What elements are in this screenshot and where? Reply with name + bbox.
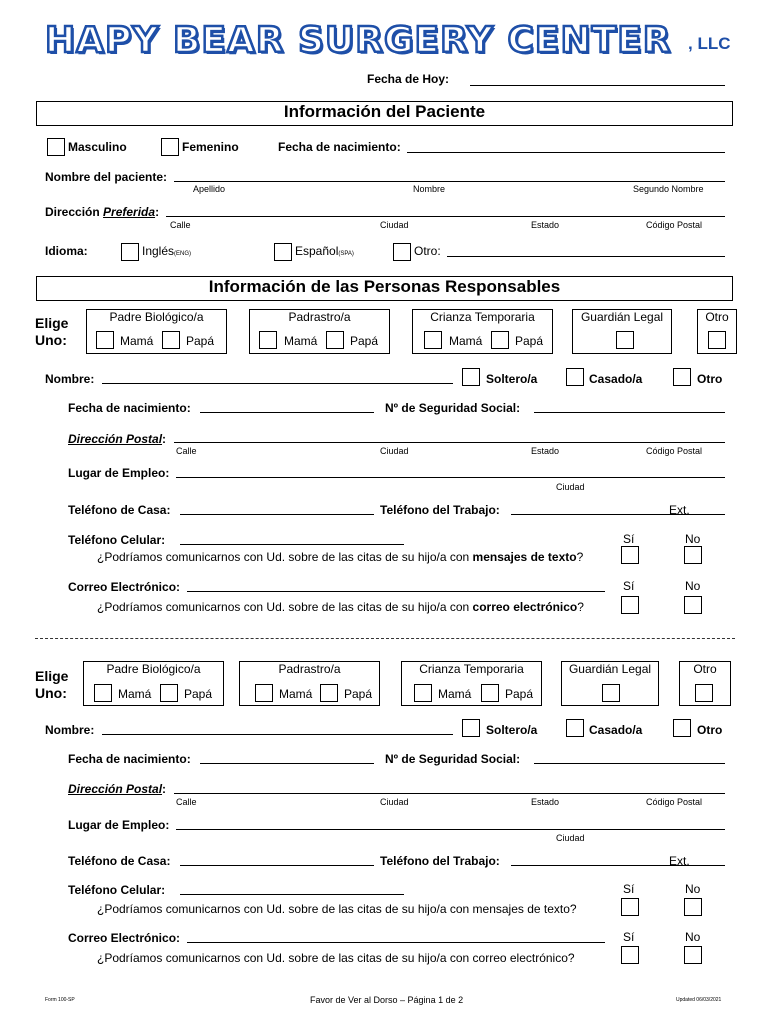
single-label: Soltero/a [486, 372, 538, 386]
text-question: ¿Podríamos comunicarnos con Ud. sobre de las citas de su hijo/a con mensajes de texto? [97, 550, 584, 564]
step-dad-label-2: Papá [344, 687, 373, 701]
role-foster-2: Crianza Temporaria [419, 662, 524, 676]
email-input-2[interactable] [187, 942, 605, 943]
sub-street: Calle [170, 220, 191, 230]
yes-label: Sí [623, 532, 635, 546]
ssn-label-2: Nº de Seguridad Social: [385, 752, 521, 766]
home-phone-label: Teléfono de Casa: [68, 503, 171, 517]
email-no-checkbox-2[interactable] [684, 946, 702, 964]
foster-mom-checkbox-2[interactable] [414, 684, 432, 702]
email-question: ¿Podríamos comunicarnos con Ud. sobre de las citas de su hijo/a con correo electrónico? [97, 600, 584, 614]
resp-dob-label-2: Fecha de nacimiento: [68, 752, 191, 766]
bio-dad-label-2: Papá [184, 687, 213, 701]
sub-street: Calle [176, 446, 197, 456]
email-yes-checkbox-2[interactable] [621, 946, 639, 964]
foster-dad-label-2: Papá [505, 687, 534, 701]
role-guardian-2: Guardián Legal [568, 662, 652, 676]
marital-other-label: Otro [697, 372, 723, 386]
foster-mom-label: Mamá [449, 334, 483, 348]
step-mom-checkbox[interactable] [259, 331, 277, 349]
sub-zip-2: Código Postal [646, 797, 703, 807]
step-mom-checkbox-2[interactable] [255, 684, 273, 702]
married-checkbox[interactable] [566, 368, 584, 386]
bio-dad-label: Papá [186, 334, 215, 348]
bio-mom-label: Mamá [120, 334, 154, 348]
home-phone-input-2[interactable] [180, 865, 374, 866]
yes-label-2: Sí [623, 882, 635, 896]
cell-phone-label: Teléfono Celular: [68, 533, 166, 547]
step-mom-label-2: Mamá [279, 687, 313, 701]
date-label: Fecha de Hoy: [367, 72, 450, 86]
male-checkbox[interactable] [47, 138, 65, 156]
female-label: Femenino [182, 140, 239, 154]
role-guardian: Guardián Legal [580, 310, 664, 324]
role-step-parent: Padrastro/a [288, 310, 351, 324]
mail-address-input-2[interactable] [174, 793, 725, 794]
foster-dad-checkbox-2[interactable] [481, 684, 499, 702]
patient-name-label: Nombre del paciente: [45, 170, 168, 184]
employer-label: Lugar de Empleo: [68, 466, 170, 480]
guardian-checkbox[interactable] [616, 331, 634, 349]
bio-dad-checkbox-2[interactable] [160, 684, 178, 702]
mail-address-label: Dirección Postal: [68, 432, 167, 446]
resp-name-label: Nombre: [45, 372, 95, 386]
sub-state-2: Estado [531, 797, 560, 807]
cell-phone-label-2: Teléfono Celular: [68, 883, 166, 897]
sub-zip: Código Postal [646, 220, 703, 230]
married-label: Casado/a [589, 372, 643, 386]
text-yes-checkbox[interactable] [621, 546, 639, 564]
form-id: Form 100-SP [45, 997, 75, 1003]
sub-city: Ciudad [380, 220, 409, 230]
bio-mom-label-2: Mamá [118, 687, 152, 701]
sub-lastname: Apellido [193, 184, 226, 194]
foster-dad-checkbox[interactable] [491, 331, 509, 349]
email-label: Correo Electrónico: [68, 580, 181, 594]
resp-dob-input[interactable] [200, 412, 374, 413]
text-no-checkbox-2[interactable] [684, 898, 702, 916]
email-no-label-2: No [685, 930, 701, 944]
choose-one-label-2: Elige Uno: [35, 668, 69, 701]
email-yes-label: Sí [623, 579, 635, 593]
email-input[interactable] [187, 591, 605, 592]
logo-suffix: , LLC [688, 34, 731, 53]
resp-dob-label: Fecha de nacimiento: [68, 401, 191, 415]
marital-other-label-2: Otro [697, 723, 723, 737]
work-phone-input-2[interactable] [511, 865, 725, 866]
sub-state: Estado [531, 220, 560, 230]
text-yes-checkbox-2[interactable] [621, 898, 639, 916]
no-label: No [685, 532, 701, 546]
role-other-2: Otro [693, 662, 717, 676]
ssn-label: Nº de Seguridad Social: [385, 401, 521, 415]
responsible-section-header [36, 276, 733, 301]
sub-employer-city: Ciudad [556, 482, 585, 492]
single-label-2: Soltero/a [486, 723, 538, 737]
work-phone-label-2: Teléfono del Trabajo: [380, 854, 500, 868]
role-foster: Crianza Temporaria [430, 310, 535, 324]
sub-city-2: Ciudad [380, 797, 409, 807]
foster-mom-checkbox[interactable] [424, 331, 442, 349]
mail-address-label-2: Dirección Postal: [68, 782, 167, 796]
work-phone-label: Teléfono del Trabajo: [380, 503, 500, 517]
step-dad-checkbox[interactable] [326, 331, 344, 349]
ext-label-2: Ext. [669, 854, 690, 868]
ssn-input-2[interactable] [534, 763, 725, 764]
bio-dad-checkbox[interactable] [162, 331, 180, 349]
cut-line [35, 638, 735, 639]
work-phone-input[interactable] [511, 514, 725, 515]
role-other-checkbox[interactable] [708, 331, 726, 349]
resp-name-input[interactable] [102, 383, 453, 384]
choose-one-label: Elige Uno: [35, 315, 69, 348]
guardian-checkbox-2[interactable] [602, 684, 620, 702]
step-dad-label: Papá [350, 334, 379, 348]
address-label: Dirección Preferida: [45, 205, 160, 219]
text-question-2: ¿Podríamos comunicarnos con Ud. sobre de las citas de su hijo/a con mensajes de texto? [97, 902, 577, 916]
married-checkbox-2[interactable] [566, 719, 584, 737]
home-phone-input[interactable] [180, 514, 374, 515]
email-question-2: ¿Podríamos comunicarnos con Ud. sobre de las citas de su hijo/a con correo electrónico? [97, 951, 575, 965]
language-label: Idioma: [45, 244, 88, 258]
patient-name-input[interactable] [174, 181, 725, 182]
updated-date: Updated 06/03/2021 [676, 997, 722, 1003]
ext-label: Ext. [669, 503, 690, 517]
foster-mom-label-2: Mamá [438, 687, 472, 701]
email-label-2: Correo Electrónico: [68, 931, 181, 945]
resp-name-input-2[interactable] [102, 734, 453, 735]
dob-label: Fecha de nacimiento: [278, 140, 401, 154]
no-label-2: No [685, 882, 701, 896]
other-language-label: Otro: [414, 244, 441, 258]
patient-section-header [36, 101, 733, 126]
marital-other-checkbox[interactable] [673, 368, 691, 386]
patient-section-title: Información del Paciente [283, 102, 486, 121]
role-bio-parent: Padre Biológico/a [109, 310, 204, 324]
email-yes-label-2: Sí [623, 930, 635, 944]
sub-city: Ciudad [380, 446, 409, 456]
role-step-parent-2: Padrastro/a [278, 662, 341, 676]
role-other-checkbox-2[interactable] [695, 684, 713, 702]
dob-input[interactable] [407, 152, 725, 153]
email-no-checkbox[interactable] [684, 596, 702, 614]
role-bio-parent-2: Padre Biológico/a [106, 662, 201, 676]
other-language-input[interactable] [447, 256, 725, 257]
english-checkbox[interactable] [121, 243, 139, 261]
sub-firstname: Nombre [413, 184, 446, 194]
married-label-2: Casado/a [589, 723, 643, 737]
logo: HAPY BEAR SURGERY CENTER [45, 20, 672, 61]
spanish-checkbox[interactable] [274, 243, 292, 261]
female-checkbox[interactable] [161, 138, 179, 156]
cell-phone-input-2[interactable] [180, 894, 404, 895]
sub-zip: Código Postal [646, 446, 703, 456]
text-no-checkbox[interactable] [684, 546, 702, 564]
sub-middlename: Segundo Nombre [633, 184, 704, 194]
marital-other-checkbox-2[interactable] [673, 719, 691, 737]
mail-address-input[interactable] [174, 442, 725, 443]
date-input[interactable] [470, 85, 725, 86]
sub-state: Estado [531, 446, 560, 456]
sub-employer-city-2: Ciudad [556, 833, 585, 843]
responsible-section-title: Información de las Personas Responsables [208, 277, 561, 296]
role-other: Otro [705, 310, 729, 324]
foster-dad-label: Papá [515, 334, 544, 348]
ssn-input[interactable] [534, 412, 725, 413]
english-label: Inglés(ENG) [142, 244, 192, 258]
employer-input-2[interactable] [176, 829, 725, 830]
male-label: Masculino [68, 140, 127, 154]
bio-mom-checkbox-2[interactable] [94, 684, 112, 702]
email-yes-checkbox[interactable] [621, 596, 639, 614]
spanish-label: Español(SPA) [295, 244, 354, 258]
cell-phone-input[interactable] [180, 544, 404, 545]
resp-dob-input-2[interactable] [200, 763, 374, 764]
employer-input[interactable] [176, 477, 725, 478]
email-no-label: No [685, 579, 701, 593]
step-mom-label: Mamá [284, 334, 318, 348]
home-phone-label-2: Teléfono de Casa: [68, 854, 171, 868]
single-checkbox-2[interactable] [462, 719, 480, 737]
sub-street-2: Calle [176, 797, 197, 807]
address-input[interactable] [166, 216, 725, 217]
employer-label-2: Lugar de Empleo: [68, 818, 170, 832]
step-dad-checkbox-2[interactable] [320, 684, 338, 702]
footer-center: Favor de Ver al Dorso – Página 1 de 2 [310, 995, 464, 1005]
single-checkbox[interactable] [462, 368, 480, 386]
other-language-checkbox[interactable] [393, 243, 411, 261]
bio-mom-checkbox[interactable] [96, 331, 114, 349]
resp-name-label-2: Nombre: [45, 723, 95, 737]
